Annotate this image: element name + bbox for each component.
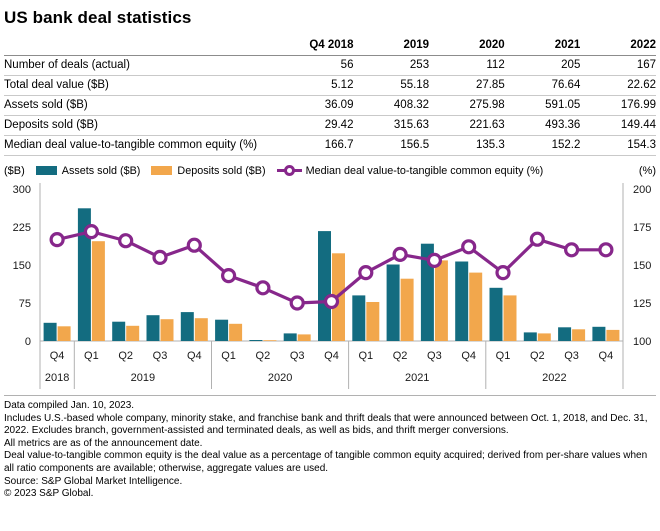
line-marker-icon: [277, 164, 302, 177]
table-cell: 221.63: [429, 116, 505, 136]
svg-text:2020: 2020: [267, 372, 293, 384]
row-label: Deposits sold ($B): [4, 116, 278, 136]
table-cell: 167: [580, 56, 656, 76]
table-cell: 275.98: [429, 96, 505, 116]
svg-text:Q3: Q3: [564, 350, 579, 362]
chart-legend: [4, 162, 656, 179]
table-cell: 154.3: [580, 136, 656, 156]
row-label: Assets sold ($B): [4, 96, 278, 116]
svg-text:Q4: Q4: [324, 350, 339, 362]
row-label: Total deal value ($B): [4, 76, 278, 96]
table-cell: 27.85: [429, 76, 505, 96]
legend-label-assets-sold: Assets sold ($B): [61, 164, 141, 177]
svg-text:100: 100: [633, 336, 652, 348]
table-cell: 76.64: [505, 76, 581, 96]
svg-text:0: 0: [24, 336, 31, 348]
table-header-2020: 2020: [429, 36, 505, 56]
svg-text:225: 225: [12, 222, 31, 234]
svg-text:2019: 2019: [130, 372, 156, 384]
svg-text:300: 300: [12, 184, 31, 196]
svg-text:150: 150: [633, 260, 652, 272]
svg-text:Q2: Q2: [118, 350, 134, 362]
table-cell: 253: [353, 56, 429, 76]
footnote-definition: Deal value-to-tangible common equity is the deal value as a percentage of tangible common equity acquired; derived from per-share values when all ratio components are available; otherwise, aggregate values are used.: [4, 450, 648, 474]
assets-sold-swatch-icon: [36, 166, 57, 175]
svg-text:Q4: Q4: [598, 350, 614, 362]
table-cell: 56: [278, 56, 354, 76]
legend-item-assets-sold: [36, 165, 141, 177]
table-cell: 36.09: [278, 96, 354, 116]
table-cell: 408.32: [353, 96, 429, 116]
table-header-2022: 2022: [580, 36, 656, 56]
table-cell: 29.42: [278, 116, 354, 136]
svg-text:2021: 2021: [404, 372, 430, 384]
svg-text:Q2: Q2: [392, 350, 408, 362]
footnote-copyright: © 2023 S&P Global.: [4, 488, 94, 500]
row-label: Median deal value-to-tangible common equity (%): [4, 136, 278, 156]
table-cell: 55.18: [353, 76, 429, 96]
svg-text:Q1: Q1: [84, 350, 99, 362]
table-cell: 152.2: [505, 136, 581, 156]
footnote-metrics: All metrics are as of the announcement date.: [4, 437, 203, 449]
combo-chart-svg: [4, 181, 656, 392]
legend-item-median-equity: [277, 164, 544, 177]
svg-text:Q3: Q3: [152, 350, 168, 362]
legend-label-median-equity: Median deal value-to-tangible common equity (%): [305, 164, 544, 177]
svg-text:75: 75: [18, 298, 31, 310]
svg-text:200: 200: [633, 184, 652, 196]
right-axis-unit-label: (%): [638, 164, 656, 177]
table-header-empty: [4, 36, 278, 56]
table-row: [4, 76, 656, 96]
combo-chart: [4, 181, 656, 392]
table-header-2019: 2019: [353, 36, 429, 56]
table-cell: 149.44: [580, 116, 656, 136]
table-cell: 156.5: [353, 136, 429, 156]
table-cell: 176.99: [580, 96, 656, 116]
table-cell: 5.12: [278, 76, 354, 96]
table-row: [4, 136, 656, 156]
table-cell: 166.7: [278, 136, 354, 156]
svg-text:Q1: Q1: [358, 350, 374, 362]
footnote-compiled: Data compiled Jan. 10, 2023.: [4, 400, 135, 411]
table-cell: 112: [429, 56, 505, 76]
svg-text:Q4: Q4: [186, 350, 202, 362]
footnote-source: Source: S&P Global Market Intelligence.: [4, 475, 183, 487]
svg-text:Q4: Q4: [461, 350, 477, 362]
deposits-sold-swatch-icon: [151, 166, 172, 175]
svg-text:2018: 2018: [44, 372, 70, 384]
table-cell: 591.05: [505, 96, 581, 116]
table-header-2021: 2021: [505, 36, 581, 56]
row-label: Number of deals (actual): [4, 56, 278, 76]
page-title: US bank deal statistics: [4, 8, 192, 27]
svg-text:Q4: Q4: [49, 350, 65, 362]
table-row: [4, 56, 656, 76]
table-row: [4, 96, 656, 116]
table-cell: 135.3: [429, 136, 505, 156]
footnotes: [4, 395, 656, 501]
svg-text:125: 125: [633, 298, 652, 310]
svg-text:Q2: Q2: [255, 350, 271, 362]
footnote-scope: Includes U.S.-based whole company, minority stake, and franchise bank and thrift deals that were announced between Oct. 1, 2018, and Dec. 31, 2022. Excludes branch, government-assisted and terminated deals, as well as bids, and thrift merger conversions.: [4, 412, 648, 437]
svg-text:2022: 2022: [542, 372, 567, 384]
svg-text:175: 175: [633, 222, 652, 234]
table-cell: 315.63: [353, 116, 429, 136]
legend-item-deposits-sold: [151, 165, 265, 177]
table-header-q4-2018: Q4 2018: [278, 36, 354, 56]
left-axis-unit-label: ($B): [4, 164, 25, 177]
svg-text:150: 150: [12, 260, 31, 272]
table-cell: 205: [505, 56, 581, 76]
stats-table: [4, 36, 656, 156]
svg-text:Q2: Q2: [529, 350, 545, 362]
table-cell: 22.62: [580, 76, 656, 96]
svg-text:Q1: Q1: [495, 350, 511, 362]
table-cell: 493.36: [505, 116, 581, 136]
svg-text:Q3: Q3: [427, 350, 442, 362]
table-row: [4, 116, 656, 136]
svg-text:Q3: Q3: [289, 350, 305, 362]
legend-label-deposits-sold: Deposits sold ($B): [177, 164, 266, 177]
svg-text:Q1: Q1: [221, 350, 236, 362]
table-header-row: [4, 36, 656, 56]
